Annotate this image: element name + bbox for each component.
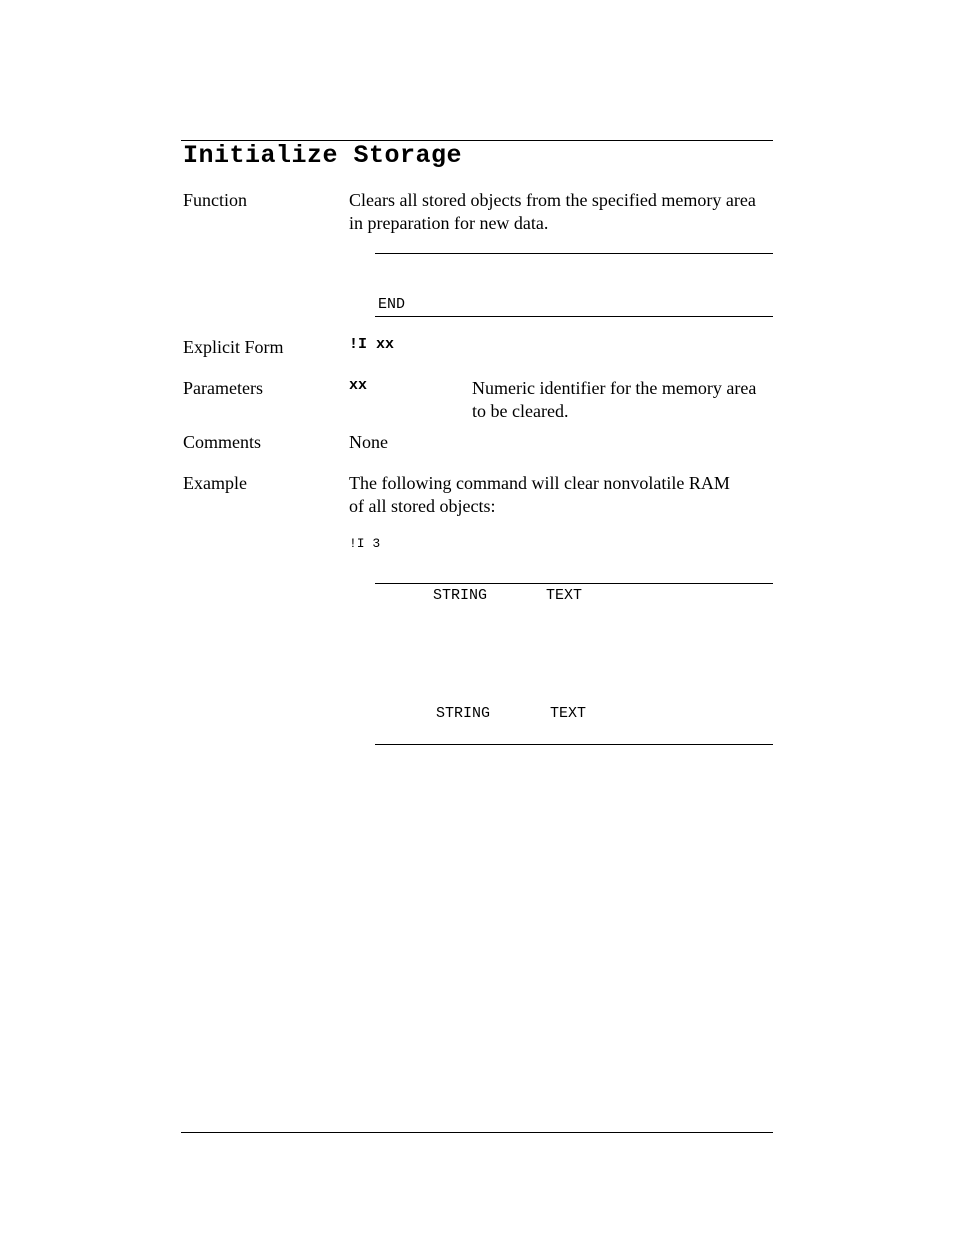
explicit-form-value: !I xx bbox=[349, 336, 395, 353]
example-command: !I 3 bbox=[349, 536, 381, 551]
parameters-label: Parameters bbox=[183, 378, 263, 398]
explicit-form-label: Explicit Form bbox=[183, 337, 284, 357]
example-box-row1-col1: STRING bbox=[433, 587, 488, 604]
example-box-row1-col2: TEXT bbox=[546, 587, 583, 604]
note-box-bottom-rule bbox=[375, 316, 773, 317]
note-box-end-text: END bbox=[378, 296, 406, 313]
bottom-rule bbox=[181, 1132, 773, 1133]
example-label: Example bbox=[183, 473, 247, 493]
function-description: Clears all stored objects from the specified memory area in preparation for new data. bbox=[349, 190, 756, 233]
parameter-name: xx bbox=[349, 377, 368, 394]
example-box-top-rule bbox=[375, 583, 773, 584]
note-box-top-rule bbox=[375, 253, 773, 254]
example-description: The following command will clear nonvolatile RAM of all stored objects: bbox=[349, 473, 730, 516]
comments-text: None bbox=[349, 432, 388, 452]
example-box-row2-col2: TEXT bbox=[550, 705, 587, 722]
comments-label: Comments bbox=[183, 432, 262, 452]
example-box-bottom-rule bbox=[375, 744, 773, 745]
parameter-description: Numeric identifier for the memory area to be cleared. bbox=[472, 378, 757, 421]
function-label: Function bbox=[183, 190, 248, 210]
page-title: Initialize Storage bbox=[183, 141, 463, 170]
example-box-row2-col1: STRING bbox=[436, 705, 491, 722]
